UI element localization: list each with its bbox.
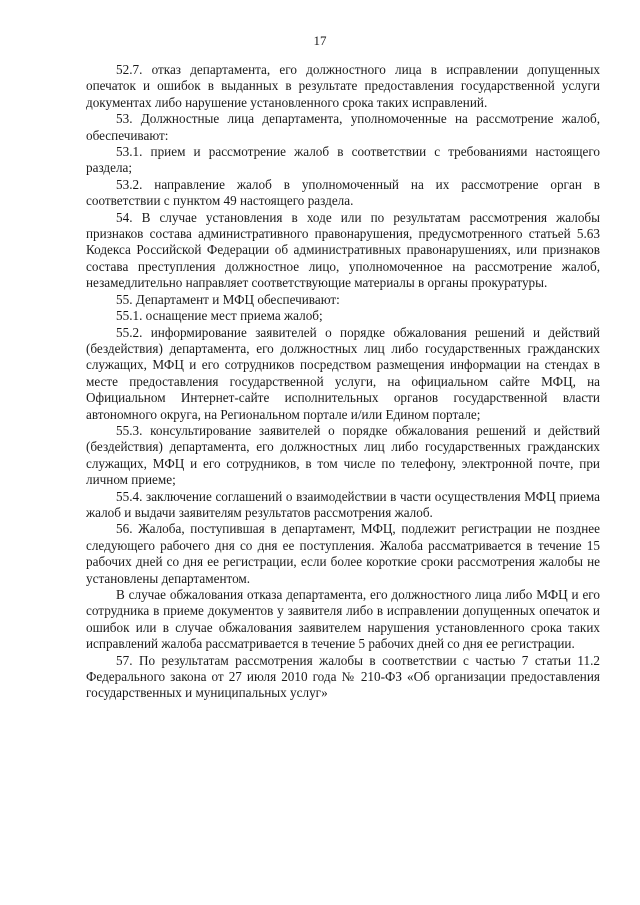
paragraph-56-continued: В случае обжалования отказа департамента, его должностного лица либо МФЦ и его сотрудника в приеме документов у заявителя либо в исправлении допущенных опечаток и ошибок или в случае обжалования заявителем нарушения установленного срока таких исправлений жалоба рассматривается в течение 5 рабочих дней со дня ее регистрации. xyxy=(86,587,600,652)
paragraph-55: 55. Департамент и МФЦ обеспечивают: xyxy=(116,291,340,307)
paragraph-54: 54. В случае установления в ходе или по результатам рассмотрения жалобы признаков состава административного правонарушения, предусмотренного статьей 5.63 Кодекса Российской Федерации об административных правонарушениях, или признаков состава преступления должностное лицо, уполномоченное на рассмотрение жалоб, незамедлительно направляет соответствующие материалы в органы прокуратуры. xyxy=(86,209,600,291)
paragraph-52-7: 52.7. отказ департамента, его должностного лица в исправлении допущенных опечаток и ошибок в выданных в результате предоставления государственной услуги документах либо нарушение установленного срока таких исправлений. xyxy=(86,62,600,110)
paragraph-55-2: 55.2. информирование заявителей о порядке обжалования решений и действий (бездействия) департамента, его должностных лиц либо государственных гражданских служащих, МФЦ и его сотрудников посредством размещения информации на стендах в месте предоставления государственной услуги, на официальном сайте МФЦ, на Официальном Интернет-сайте исполнительных органов государственной власти автономного округа, на Региональном портале и/или Едином портале; xyxy=(86,324,600,422)
paragraph-55-4: 55.4. заключение соглашений о взаимодействии в части осуществления МФЦ приема жалоб и выдачи заявителям результатов рассмотрения жалоб. xyxy=(86,488,600,520)
paragraph-55-1: 55.1. оснащение мест приема жалоб; xyxy=(116,308,323,324)
paragraph-55-3: 55.3. консультирование заявителей о порядке обжалования решений и действий (бездействия) департамента, его должностных лиц либо государственных гражданских служащих, МФЦ и его сотрудников, в том числе по телефону, электронной почте, при личном приеме; xyxy=(86,422,600,488)
paragraph-57: 57. По результатам рассмотрения жалобы в соответствии с частью 7 статьи 11.2 Федерального закона от 27 июля 2010 года № 210-ФЗ «Об организации предоставления государственных и муниципальных услуг» xyxy=(86,652,600,701)
document-body xyxy=(86,62,600,702)
paragraph-53-1: 53.1. прием и рассмотрение жалоб в соответствии с требованиями настоящего раздела; xyxy=(86,144,600,176)
page-number: 17 xyxy=(313,33,327,48)
paragraph-56: 56. Жалоба, поступившая в департамент, МФЦ, подлежит регистрации не позднее следующего рабочего дня со дня ее поступления. Жалоба рассматривается в течение 15 рабочих дней со дня ее регистрации, если более короткие сроки рассмотрения жалобы не установлены департаментом. xyxy=(86,521,600,586)
paragraph-53: 53. Должностные лица департамента, уполномоченные на рассмотрение жалоб, обеспечивают: xyxy=(86,111,600,143)
paragraph-53-2: 53.2. направление жалоб в уполномоченный на их рассмотрение орган в соответствии с пунктом 49 настоящего раздела. xyxy=(86,176,600,209)
